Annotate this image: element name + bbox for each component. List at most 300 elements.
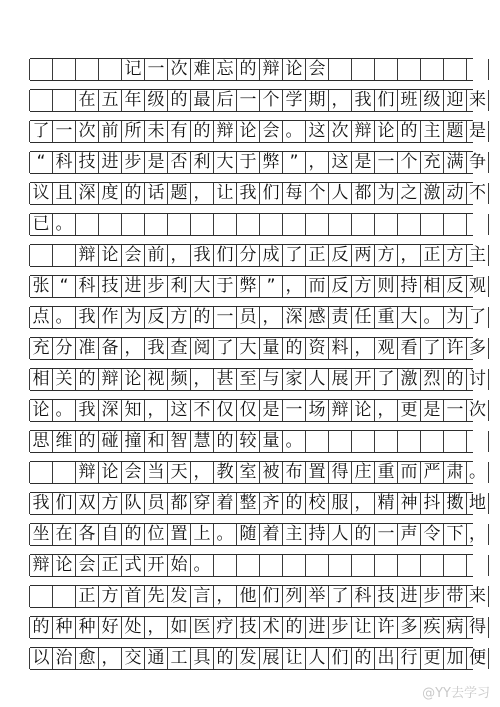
grid-cell: 来: [466, 90, 489, 111]
grid-cell: 们: [52, 493, 75, 514]
grid-cell: 当: [144, 462, 167, 483]
grid-cell: 看: [397, 338, 420, 359]
grid-cell: 则: [374, 276, 397, 297]
grid-cell: 任: [351, 307, 374, 328]
grid-cell: 科: [75, 276, 98, 297]
grid-cell: 的: [213, 431, 236, 452]
grid-cell: 地: [466, 493, 489, 514]
grid-cell: 反: [328, 276, 351, 297]
grid-cell: 置: [305, 462, 328, 483]
grid-cell: 观: [374, 338, 397, 359]
grid-cell: 级: [420, 90, 443, 111]
grid-cell: 的: [75, 369, 98, 390]
grid-line-18: [30, 585, 486, 608]
grid-cell: [282, 214, 305, 235]
grid-line-16: [30, 523, 486, 546]
grid-cell: ，: [397, 245, 420, 266]
grid-cell: 与: [259, 369, 282, 390]
grid-cell: 观: [466, 276, 489, 297]
grid-cell: 而: [305, 276, 328, 297]
grid-line-2: [30, 89, 486, 112]
grid-cell: 关: [52, 369, 75, 390]
grid-cell: ，: [305, 152, 328, 173]
grid-cell: 深: [282, 307, 305, 328]
grid-cell: 思: [29, 431, 52, 452]
grid-cell: 队: [121, 493, 144, 514]
grid-cell: ，: [328, 90, 351, 111]
grid-cell: 前: [144, 245, 167, 266]
grid-cell: 一: [282, 400, 305, 421]
grid-cell: “: [52, 276, 75, 297]
grid-cell: ，: [121, 338, 144, 359]
grid-cell: 是: [466, 121, 489, 142]
grid-cell: 出: [374, 648, 397, 669]
grid-cell: 进: [121, 276, 144, 297]
grid-cell: 弊: [259, 152, 282, 173]
grid-cell: 会: [75, 555, 98, 576]
grid-cell: 我: [190, 245, 213, 266]
grid-cell: 有: [167, 121, 190, 142]
grid-cell: [328, 555, 351, 576]
grid-cell: [328, 431, 351, 452]
grid-cell: 肃: [443, 462, 466, 483]
grid-cell: 术: [259, 617, 282, 638]
grid-line-1: [30, 58, 473, 81]
grid-cell: 人: [328, 524, 351, 545]
grid-cell: 而: [397, 462, 420, 483]
grid-cell: 每: [282, 183, 305, 204]
grid-line-4: [30, 151, 486, 174]
grid-cell: 行: [397, 648, 420, 669]
grid-cell: 之: [397, 183, 420, 204]
grid-cell: 持: [397, 276, 420, 297]
grid-cell: 辩: [29, 555, 52, 576]
grid-cell: 至: [236, 369, 259, 390]
grid-cell: 进: [397, 586, 420, 607]
grid-cell: 已: [29, 214, 52, 235]
grid-cell: 重: [374, 462, 397, 483]
grid-cell: 方: [98, 586, 121, 607]
grid-cell: 反: [144, 307, 167, 328]
grid-cell: 甚: [213, 369, 236, 390]
grid-line-19: [30, 616, 486, 639]
grid-cell: 重: [374, 307, 397, 328]
grid-cell: 方: [443, 245, 466, 266]
grid-cell: 的: [351, 648, 374, 669]
grid-cell: [98, 214, 121, 235]
grid-cell: ，: [466, 524, 489, 545]
grid-cell: 许: [374, 617, 397, 638]
grid-cell: 都: [167, 493, 190, 514]
grid-cell: 交: [121, 648, 144, 669]
grid-cell: 利: [167, 276, 190, 297]
grid-cell: [29, 59, 52, 80]
grid-cell: 。: [282, 121, 305, 142]
grid-cell: 。: [52, 214, 75, 235]
grid-cell: 列: [282, 586, 305, 607]
grid-cell: 查: [167, 338, 190, 359]
grid-cell: 服: [328, 493, 351, 514]
grid-cell: 一: [144, 59, 167, 80]
grid-line-9: [30, 306, 486, 329]
grid-cell: 未: [144, 121, 167, 142]
grid-cell: 一: [52, 121, 75, 142]
grid-cell: ，: [190, 462, 213, 483]
grid-cell: 双: [75, 493, 98, 514]
grid-cell: [167, 214, 190, 235]
grid-cell: 治: [52, 648, 75, 669]
grid-cell: 一: [443, 400, 466, 421]
grid-cell: 的: [236, 59, 259, 80]
grid-cell: 大: [397, 307, 420, 328]
grid-cell: 的: [213, 648, 236, 669]
grid-line-14: [30, 461, 486, 484]
grid-cell: [213, 555, 236, 576]
grid-cell: ，: [98, 648, 121, 669]
grid-cell: 一: [374, 524, 397, 545]
grid-cell: 为: [374, 183, 397, 204]
grid-cell: 。: [282, 431, 305, 452]
grid-cell: 天: [167, 462, 190, 483]
grid-cell: 。: [466, 462, 489, 483]
grid-cell: [466, 214, 489, 235]
grid-cell: 坐: [29, 524, 52, 545]
grid-cell: ，: [259, 307, 282, 328]
grid-cell: [397, 214, 420, 235]
grid-cell: [282, 555, 305, 576]
grid-cell: [397, 555, 420, 576]
grid-cell: 科: [351, 586, 374, 607]
grid-cell: [29, 586, 52, 607]
grid-cell: 知: [121, 400, 144, 421]
grid-cell: 视: [144, 369, 167, 390]
grid-cell: 技: [374, 586, 397, 607]
grid-cell: 的: [282, 493, 305, 514]
grid-cell: ，: [190, 369, 213, 390]
grid-cell: 更: [420, 648, 443, 669]
grid-cell: 深: [75, 183, 98, 204]
grid-cell: 齐: [259, 493, 282, 514]
grid-cell: 议: [29, 183, 52, 204]
grid-cell: 们: [213, 245, 236, 266]
grid-cell: 了: [282, 245, 305, 266]
grid-cell: 撞: [121, 431, 144, 452]
grid-cell: 以: [29, 648, 52, 669]
grid-cell: 我: [29, 493, 52, 514]
grid-cell: [98, 59, 121, 80]
grid-cell: 在: [75, 90, 98, 111]
grid-cell: 是: [144, 152, 167, 173]
grid-cell: 我: [351, 90, 374, 111]
grid-cell: 级: [144, 90, 167, 111]
grid-cell: 的: [190, 121, 213, 142]
grid-cell: 都: [351, 183, 374, 204]
grid-cell: 所: [121, 121, 144, 142]
grid-cell: [420, 214, 443, 235]
grid-cell: [52, 245, 75, 266]
grid-cell: ，: [144, 617, 167, 638]
grid-cell: 不: [466, 183, 489, 204]
grid-cell: 方: [351, 276, 374, 297]
grid-cell: 论: [52, 555, 75, 576]
grid-cell: [420, 431, 443, 452]
grid-cell: 主: [466, 245, 489, 266]
grid-cell: 主: [420, 121, 443, 142]
grid-cell: 辩: [98, 369, 121, 390]
grid-line-7: [30, 244, 486, 267]
grid-cell: 题: [167, 183, 190, 204]
grid-cell: 方: [167, 307, 190, 328]
grid-cell: 备: [98, 338, 121, 359]
grid-cell: 具: [190, 648, 213, 669]
grid-cell: ，: [282, 276, 305, 297]
grid-cell: 正: [305, 245, 328, 266]
grid-cell: [52, 59, 75, 80]
grid-cell: 弊: [236, 276, 259, 297]
grid-cell: 家: [282, 369, 305, 390]
grid-cell: 满: [443, 152, 466, 173]
grid-cell: [374, 555, 397, 576]
grid-cell: 辩: [75, 245, 98, 266]
grid-cell: 我: [236, 183, 259, 204]
grid-cell: [443, 59, 466, 80]
grid-cell: 讨: [466, 369, 489, 390]
grid-cell: 的: [397, 121, 420, 142]
grid-cell: 辩: [259, 59, 282, 80]
grid-cell: 我: [144, 338, 167, 359]
grid-cell: 发: [236, 648, 259, 669]
grid-cell: 充: [420, 152, 443, 173]
grid-cell: 次: [466, 400, 489, 421]
grid-cell: 个: [259, 90, 282, 111]
grid-cell: 的: [29, 617, 52, 638]
grid-cell: ，: [351, 338, 374, 359]
grid-cell: 点: [29, 307, 52, 328]
grid-cell: [144, 214, 167, 235]
grid-cell: 为: [443, 307, 466, 328]
grid-cell: 先: [144, 586, 167, 607]
grid-cell: 首: [121, 586, 144, 607]
grid-cell: 难: [190, 59, 213, 80]
grid-cell: 张: [29, 276, 52, 297]
grid-cell: 感: [305, 307, 328, 328]
grid-cell: 了: [420, 338, 443, 359]
grid-cell: 技: [98, 276, 121, 297]
grid-cell: 成: [259, 245, 282, 266]
grid-cell: 烈: [420, 369, 443, 390]
grid-cell: 让: [351, 617, 374, 638]
grid-cell: 深: [98, 400, 121, 421]
grid-cell: 忘: [213, 59, 236, 80]
grid-cell: 料: [328, 338, 351, 359]
grid-cell: 员: [236, 307, 259, 328]
grid-cell: 了: [328, 586, 351, 607]
grid-cell: 个: [397, 152, 420, 173]
grid-cell: 论: [374, 121, 397, 142]
grid-cell: [397, 431, 420, 452]
grid-cell: 如: [167, 617, 190, 638]
grid-cell: 前: [98, 121, 121, 142]
grid-cell: 穿: [190, 493, 213, 514]
grid-cell: ”: [282, 152, 305, 173]
grid-cell: 阅: [190, 338, 213, 359]
grid-cell: 整: [236, 493, 259, 514]
grid-cell: 否: [167, 152, 190, 173]
grid-cell: 步: [121, 152, 144, 173]
grid-cell: 较: [236, 431, 259, 452]
grid-line-3: [30, 120, 486, 143]
grid-cell: 发: [167, 586, 190, 607]
grid-cell: 大: [213, 152, 236, 173]
grid-cell: [328, 214, 351, 235]
grid-cell: 置: [167, 524, 190, 545]
grid-cell: 仅: [236, 400, 259, 421]
grid-cell: [374, 214, 397, 235]
grid-cell: 分: [236, 245, 259, 266]
grid-cell: ”: [259, 276, 282, 297]
grid-cell: 被: [259, 462, 282, 483]
grid-line-10: [30, 337, 486, 360]
grid-cell: [466, 59, 489, 80]
grid-cell: 论: [98, 245, 121, 266]
grid-cell: 班: [397, 90, 420, 111]
grid-cell: [213, 214, 236, 235]
grid-cell: 最: [190, 90, 213, 111]
grid-cell: 反: [443, 276, 466, 297]
grid-cell: [190, 214, 213, 235]
grid-cell: [305, 214, 328, 235]
grid-cell: 的: [351, 524, 374, 545]
grid-cell: 让: [282, 648, 305, 669]
grid-cell: 作: [98, 307, 121, 328]
grid-cell: 这: [305, 121, 328, 142]
grid-cell: 正: [98, 555, 121, 576]
grid-cell: 我: [75, 400, 98, 421]
grid-cell: 维: [52, 431, 75, 452]
grid-cell: 次: [75, 121, 98, 142]
grid-cell: 们: [259, 183, 282, 204]
grid-cell: 精: [374, 493, 397, 514]
grid-cell: 辩: [328, 400, 351, 421]
grid-cell: 辩: [351, 121, 374, 142]
grid-cell: 论: [121, 369, 144, 390]
grid-cell: 了: [29, 121, 52, 142]
grid-cell: 度: [98, 183, 121, 204]
grid-cell: 论: [351, 400, 374, 421]
grid-cell: 两: [351, 245, 374, 266]
grid-cell: 开: [144, 555, 167, 576]
grid-cell: 多: [466, 338, 489, 359]
grid-cell: 这: [167, 400, 190, 421]
grid-cell: 许: [443, 338, 466, 359]
grid-cell: [466, 555, 489, 576]
grid-cell: 步: [420, 586, 443, 607]
grid-cell: [328, 59, 351, 80]
grid-cell: [75, 214, 98, 235]
grid-cell: 会: [121, 462, 144, 483]
grid-cell: [374, 431, 397, 452]
grid-cell: [236, 555, 259, 576]
grid-cell: 后: [213, 90, 236, 111]
grid-cell: 医: [190, 617, 213, 638]
grid-cell: 动: [443, 183, 466, 204]
grid-cell: ，: [144, 400, 167, 421]
grid-cell: “: [29, 152, 52, 173]
grid-cell: [351, 214, 374, 235]
grid-line-11: [30, 368, 486, 391]
grid-cell: 神: [397, 493, 420, 514]
grid-cell: 带: [443, 586, 466, 607]
grid-cell: 便: [466, 648, 489, 669]
grid-cell: 们: [374, 90, 397, 111]
grid-line-6: [30, 213, 473, 236]
grid-cell: 激: [420, 183, 443, 204]
grid-cell: 方: [374, 245, 397, 266]
grid-cell: 在: [52, 524, 75, 545]
watermark: @YY去学习: [422, 686, 490, 701]
grid-cell: 利: [190, 152, 213, 173]
grid-cell: 令: [420, 524, 443, 545]
grid-cell: 年: [121, 90, 144, 111]
grid-cell: 是: [351, 152, 374, 173]
grid-cell: 举: [305, 586, 328, 607]
grid-cell: 了: [213, 338, 236, 359]
grid-cell: 种: [75, 617, 98, 638]
composition-grid-paper: [30, 58, 486, 678]
grid-cell: 论: [29, 400, 52, 421]
grid-cell: 学: [282, 90, 305, 111]
grid-cell: 的: [121, 183, 144, 204]
grid-cell: 争: [466, 152, 489, 173]
grid-cell: 教: [213, 462, 236, 483]
grid-cell: 人: [305, 648, 328, 669]
grid-cell: 的: [75, 431, 98, 452]
grid-cell: 期: [305, 90, 328, 111]
grid-cell: [420, 59, 443, 80]
grid-cell: 的: [282, 617, 305, 638]
grid-line-17: [30, 554, 473, 577]
grid-cell: 相: [420, 276, 443, 297]
grid-cell: ，: [190, 183, 213, 204]
grid-cell: [305, 431, 328, 452]
grid-cell: 了: [374, 369, 397, 390]
grid-cell: 着: [213, 493, 236, 514]
grid-cell: 进: [98, 152, 121, 173]
grid-cell: [52, 90, 75, 111]
grid-cell: 。: [190, 555, 213, 576]
grid-cell: ，: [213, 586, 236, 607]
grid-cell: 持: [305, 524, 328, 545]
grid-cell: [374, 59, 397, 80]
grid-cell: 愈: [75, 648, 98, 669]
grid-cell: 随: [236, 524, 259, 545]
grid-cell: [52, 586, 75, 607]
grid-cell: 为: [121, 307, 144, 328]
grid-cell: 的: [282, 338, 305, 359]
grid-cell: [351, 59, 374, 80]
grid-cell: 次: [167, 59, 190, 80]
grid-cell: 。: [52, 307, 75, 328]
grid-cell: 大: [236, 338, 259, 359]
grid-line-15: [30, 492, 486, 515]
grid-cell: 论: [98, 462, 121, 483]
grid-cell: 话: [144, 183, 167, 204]
grid-cell: 量: [259, 431, 282, 452]
grid-cell: 布: [282, 462, 305, 483]
grid-cell: 责: [328, 307, 351, 328]
grid-cell: 下: [443, 524, 466, 545]
grid-cell: 上: [190, 524, 213, 545]
